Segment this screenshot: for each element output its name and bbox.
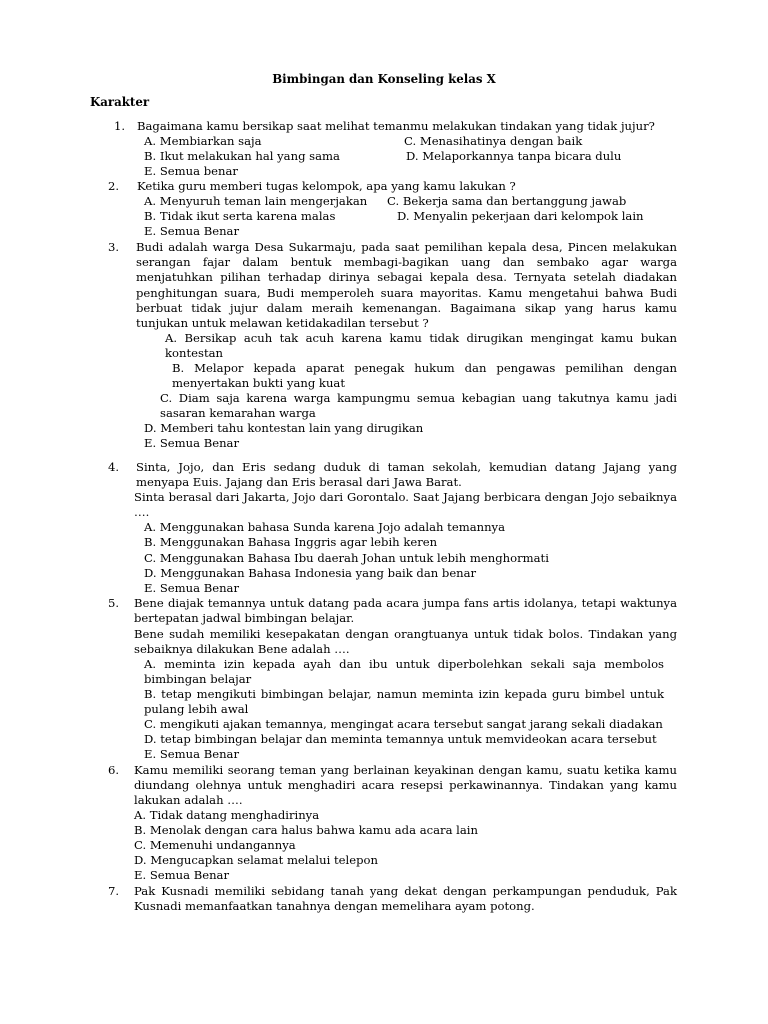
question-text-continued: Sinta berasal dari Jakarta, Jojo dari Gorontalo. Saat Jajang berbicara dengan Jojo sebaiknya …. — [134, 490, 677, 520]
question-number: 4. — [108, 460, 120, 474]
question-text: Kamu memiliki seorang teman yang berlainan keyakinan dengan kamu, suatu ketika kamu diundang olehnya untuk menghadiri acara resepsi perkawinannya. Tindakan yang kamu lakukan adalah …. — [134, 763, 677, 808]
option-b: B. Menggunakan Bahasa Inggris agar lebih keren — [144, 535, 438, 549]
option-a: A. Menggunakan bahasa Sunda karena Jojo adalah temannya — [144, 520, 506, 534]
option-c: C. Diam saja karena warga kampungmu semua kebagian uang takutnya kamu jadi sasaran kemarahan warga — [160, 391, 677, 421]
option-d: D. Mengucapkan selamat melalui telepon — [134, 853, 378, 867]
option-b: B. tetap mengikuti bimbingan belajar, namun meminta izin kepada guru bimbel untuk pulang lebih awal — [144, 687, 664, 717]
question-text: Budi adalah warga Desa Sukarmaju, pada saat pemilihan kepala desa, Pincen melakukan serangan fajar dalam bentuk membagi-bagikan uang dan sembako agar warga menjatuhkan pilihan terhadap dirinya sebagai kepala desa. Ternyata setelah diadakan penghitungan suara, Budi memperoleh suara mayoritas. Kamu mengetahui bahwa Budi berbuat tidak jujur dalam meraih kemenangan. Bagaimana sikap yang harus kamu tunjukan untuk melawan ketidakadilan tersebut ? — [136, 240, 677, 331]
option-e: E. Semua benar — [144, 164, 238, 178]
option-a: A. Bersikap acuh tak acuh karena kamu tidak dirugikan mengingat kamu bukan kontestan — [165, 331, 677, 361]
option-c: C. Memenuhi undangannya — [134, 838, 296, 852]
option-c: C. mengikuti ajakan temannya, mengingat acara tersebut sangat jarang sekali diadakan — [144, 717, 663, 731]
option-a: A. Membiarkan saja — [144, 134, 262, 148]
option-d: D. Melaporkannya tanpa bicara dulu — [406, 149, 622, 163]
option-b: B. Melapor kepada aparat penegak hukum dan pengawas pemilihan dengan menyertakan bukti yang kuat — [172, 361, 677, 391]
option-c: C. Menggunakan Bahasa Ibu daerah Johan untuk lebih menghormati — [144, 551, 549, 565]
question-number: 1. — [114, 119, 126, 133]
option-a: A. Menyuruh teman lain mengerjakan — [144, 194, 368, 208]
question-text: Bagaimana kamu bersikap saat melihat temanmu melakukan tindakan yang tidak jujur? — [137, 119, 655, 133]
option-b: B. Tidak ikut serta karena malas — [144, 209, 336, 223]
question-number: 2. — [108, 179, 120, 193]
question-number: 7. — [108, 884, 120, 898]
question-number: 6. — [108, 763, 120, 777]
question-number: 5. — [108, 596, 120, 610]
option-e: E. Semua Benar — [144, 747, 239, 761]
option-d: D. tetap bimbingan belajar dan meminta temannya untuk memvideokan acara tersebut — [144, 732, 657, 746]
question-text: Bene diajak temannya untuk datang pada acara jumpa fans artis idolanya, tetapi waktunya bertepatan jadwal bimbingan belajar. — [134, 596, 677, 626]
option-a: A. Tidak datang menghadirinya — [134, 808, 320, 822]
document-title: Bimbingan dan Konseling kelas X — [272, 72, 496, 86]
section-heading: Karakter — [90, 95, 150, 109]
option-b: B. Ikut melakukan hal yang sama — [144, 149, 340, 163]
option-e: E. Semua Benar — [144, 224, 239, 238]
option-d: D. Memberi tahu kontestan lain yang dirugikan — [144, 421, 424, 435]
option-b: B. Menolak dengan cara halus bahwa kamu ada acara lain — [134, 823, 478, 837]
question-text: Sinta, Jojo, dan Eris sedang duduk di taman sekolah, kemudian datang Jajang yang menyapa Euis. Jajang dan Eris berasal dari Jawa Barat. — [136, 460, 677, 490]
option-a: A. meminta izin kepada ayah dan ibu untuk diperbolehkan sekali saja membolos bimbingan belajar — [144, 657, 664, 687]
option-e: E. Semua Benar — [144, 436, 239, 450]
question-text: Pak Kusnadi memiliki sebidang tanah yang dekat dengan perkampungan penduduk, Pak Kusnadi memanfaatkan tanahnya dengan memelihara ayam potong. — [134, 884, 677, 914]
option-e: E. Semua Benar — [144, 581, 239, 595]
question-number: 3. — [108, 240, 120, 254]
option-c: C. Menasihatinya dengan baik — [404, 134, 583, 148]
option-d: D. Menggunakan Bahasa Indonesia yang baik dan benar — [144, 566, 477, 580]
option-c: C. Bekerja sama dan bertanggung jawab — [387, 194, 627, 208]
option-d: D. Menyalin pekerjaan dari kelompok lain — [397, 209, 644, 223]
question-text: Ketika guru memberi tugas kelompok, apa yang kamu lakukan ? — [137, 179, 516, 193]
question-text-continued: Bene sudah memiliki kesepakatan dengan orangtuanya untuk tidak bolos. Tindakan yang sebaiknya dilakukan Bene adalah …. — [134, 627, 677, 657]
option-e: E. Semua Benar — [134, 868, 229, 882]
